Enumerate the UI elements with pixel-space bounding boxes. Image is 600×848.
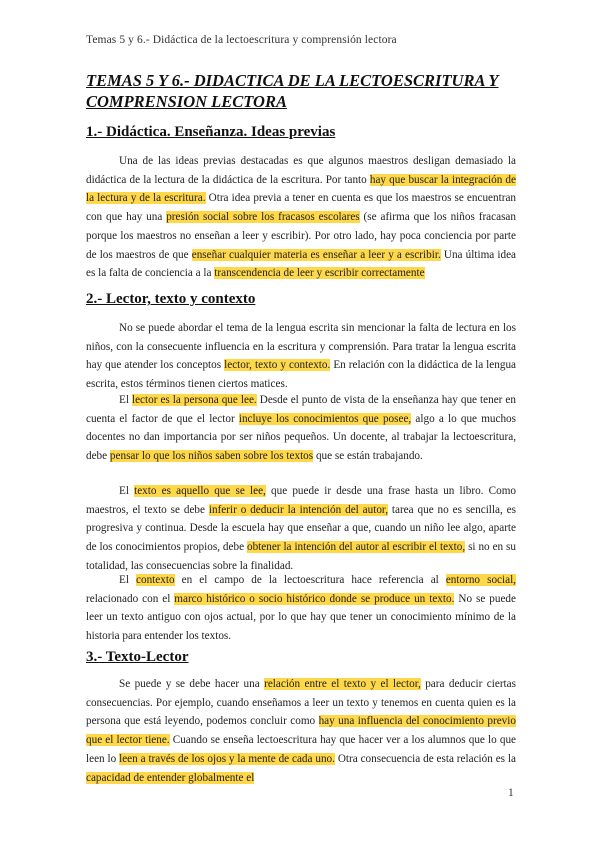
text-run: En relación con la didáctica de la lengua escrita, estos términos tienen ciertos matices. <box>86 359 517 391</box>
highlighted-text: hay que buscar la integración de la lectura y de la escritura. <box>86 173 516 205</box>
paragraph <box>86 482 516 576</box>
highlighted-text: marco histórico o socio histórico donde se produce un texto. <box>174 592 455 605</box>
text-run: El <box>119 485 135 497</box>
highlighted-text: obtener la intención del autor al escribir el texto, <box>246 541 466 554</box>
highlighted-text: inferir o deducir la intención del autor, <box>208 503 388 516</box>
text-run: (se afirma que los niños fracasan porque los maestros no enseñan a leer y escribir). Por otro lado, hay poca conciencia por parte de los maestros de que <box>86 211 516 261</box>
highlighted-text: enseñar cualquier materia es enseñar a leer y a escribir. <box>191 248 441 261</box>
text-run: relacionado con el <box>86 592 175 605</box>
paragraph <box>86 319 516 394</box>
paragraph <box>86 675 516 787</box>
text-run: Desde el punto de vista de la enseñanza hay que tener en cuenta el factor de que el lector <box>86 394 516 425</box>
highlighted-text: hay una influencia del conocimiento previo que el lector tiene. <box>86 715 516 747</box>
section-heading-2: 2.- Lector, texto y contexto <box>86 291 256 307</box>
highlighted-text: leen a través de los ojos y la mente de cada uno. <box>119 752 335 765</box>
highlighted-text: transcendencia de leer y escribir correctamente <box>214 267 425 280</box>
paragraph <box>86 152 516 283</box>
highlighted-text: entorno social, <box>445 574 516 586</box>
highlighted-text: relación entre el texto y el lector, <box>264 678 421 690</box>
section-heading-1: 1.- Didáctica. Enseñanza. Ideas previas <box>86 124 336 140</box>
text-run: No se puede leer un texto antiguo con ojos actual, por lo que hay que tener un conocimiento mínimo de la historia para entender los textos. <box>86 592 516 643</box>
text-run: que se están trabajando. <box>313 450 423 463</box>
highlighted-text: lector, texto y contexto. <box>224 359 331 372</box>
highlighted-text: contexto <box>136 574 175 586</box>
text-run: El <box>119 394 132 406</box>
text-run: Una última idea es la falta de conciencia a la <box>86 248 516 280</box>
paragraph <box>86 571 516 646</box>
paragraph <box>86 391 516 466</box>
text-run: en el campo de la lectoescritura hace referencia al <box>174 574 446 586</box>
section-heading-3: 3.- Texto-Lector <box>86 649 189 665</box>
text-run: si no en su totalidad, las consecuencias sobre la finalidad. <box>86 541 516 572</box>
text-run: Cuando se enseña lectoescritura hay que hacer ver a los alumnos que lo que leen lo <box>86 734 516 765</box>
text-run: El <box>119 574 137 586</box>
text-run: Una de las ideas previas destacadas es que algunos maestros desligan demasiado la didáctica de la lectura de la didáctica de la escritura. Por tanto <box>86 155 516 186</box>
text-run: Se puede y se debe hacer una <box>119 678 265 690</box>
highlighted-text: lector es la persona que lee. <box>131 394 257 406</box>
page-number: 1 <box>508 787 514 799</box>
text-run: para deducir ciertas consecuencias. Por ejemplo, cuando enseñamos a leer un texto y tenemos en cuenta quien es la persona que está leyendo, podemos concluir como <box>86 678 516 728</box>
text-run: algo a lo que muchos docentes no dan importancia por ser niños pequeños. Un docente, al trabajar la lectoescritura, debe <box>86 412 517 463</box>
text-run: tarea que no es sencilla, es progresiva y continua. Desde la escuela hay que enseñar a que, cuando un niño lee algo, aparte de los conocimientos propios, debe <box>86 503 516 554</box>
highlighted-text: presión social sobre los fracasos escolares <box>166 211 360 224</box>
text-run: Otra idea previa a tener en cuenta es que los maestros se encuentran con que hay una <box>86 192 516 224</box>
highlighted-text: pensar lo que los niños saben sobre los textos <box>109 450 314 463</box>
text-run: que puede ir desde una frase hasta un libro. Como maestros, el texto se debe <box>86 485 516 516</box>
text-run: Otra consecuencia de esta relación es la <box>334 752 516 765</box>
text-run: No se puede abordar el tema de la lengua escrita sin mencionar la falta de lectura en los niños, con la consecuente influencia en la escritura y comprensión. Para tratar la lengua escrita hay que atender los conceptos <box>86 322 516 372</box>
highlighted-text: incluye los conocimientos que posee, <box>238 412 412 425</box>
running-header: Temas 5 y 6.- Didáctica de la lectoescritura y comprensión lectora <box>86 34 397 46</box>
highlighted-text: texto es aquello que se lee, <box>134 485 266 497</box>
document-title: TEMAS 5 Y 6.- DIDACTICA DE LA LECTOESCRITURA Y COMPRENSION LECTORA <box>86 71 499 111</box>
highlighted-text: capacidad de entender globalmente el <box>86 771 255 784</box>
